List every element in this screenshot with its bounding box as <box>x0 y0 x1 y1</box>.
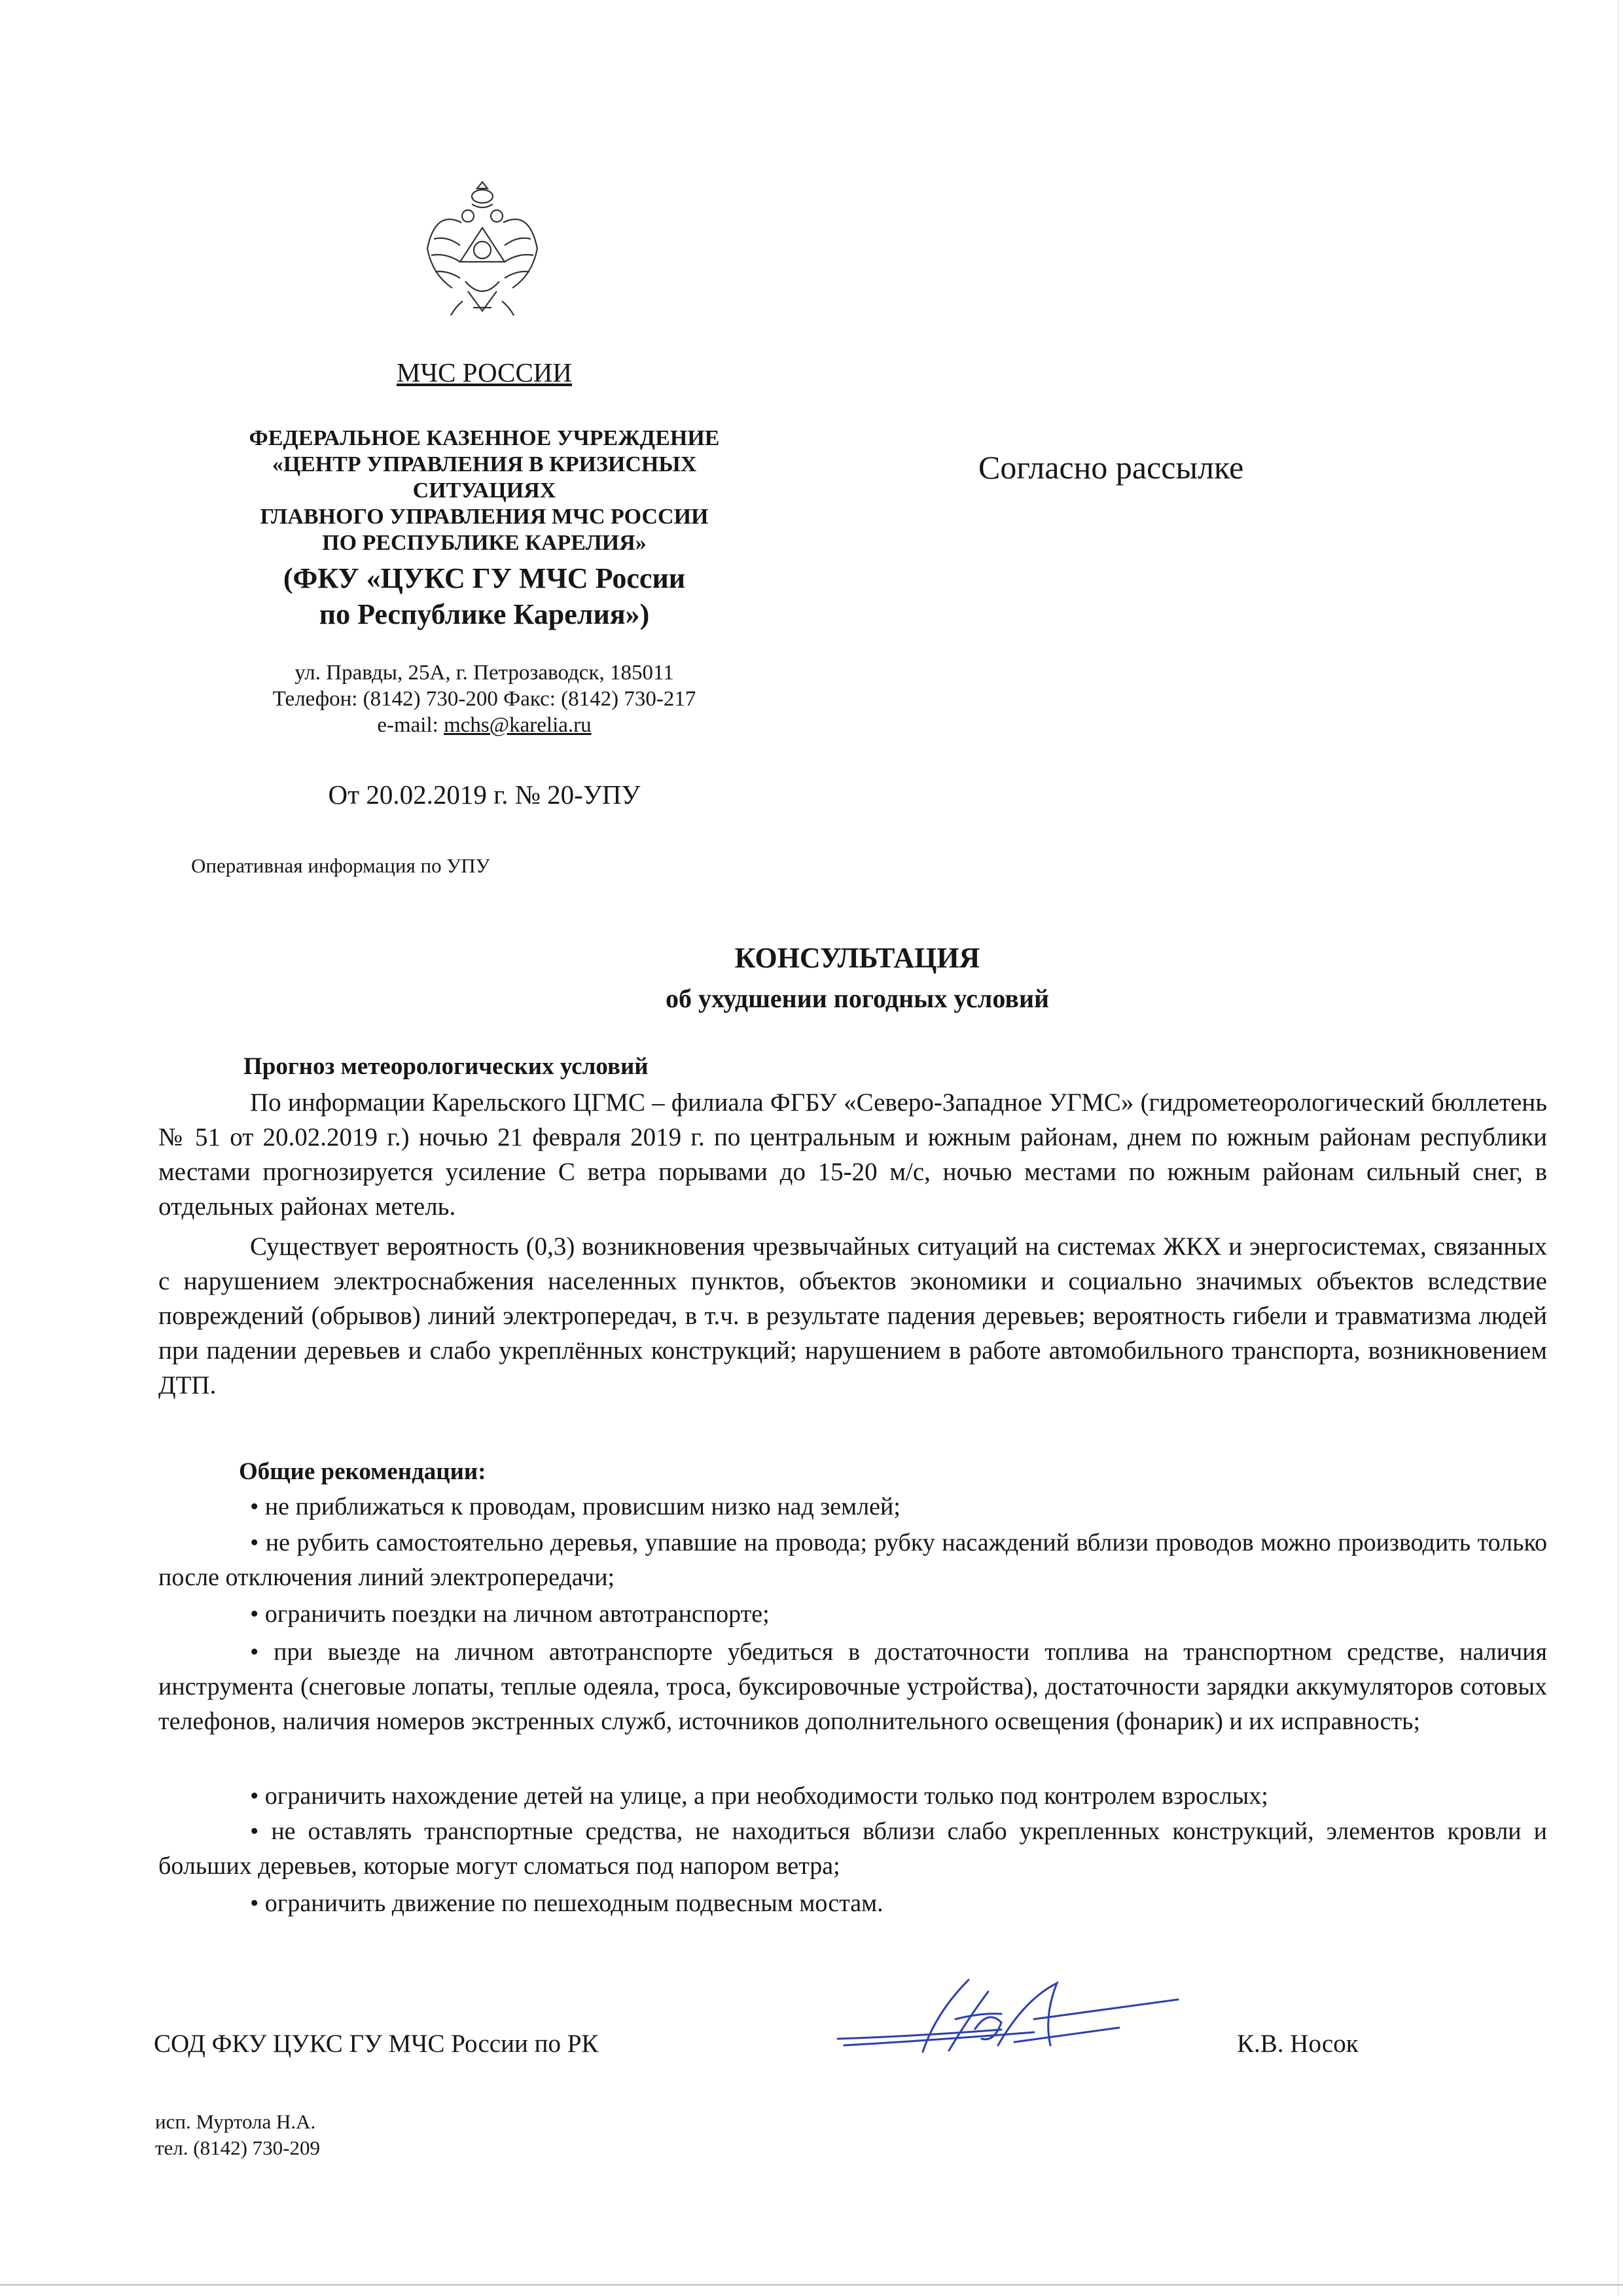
forecast-paragraph: По информации Карельского ЦГМС – филиала ФГБУ «Северо-Западное УГМС» (гидрометеорологический бюллетень № 51 от 20.02.2019 г.) ночью 21 февраля 2019 г. по центральным и южным районам, днем по южным районам республики местами прогнозируется усиление С ветра порывами до 15-20 м/с, ночью местами по южным районам сильный снег, в отдельных районах метель. <box>158 1088 1547 1221</box>
executor-info <box>155 2109 320 2161</box>
org-address: ул. Правды, 25А, г. Петрозаводск, 185011 <box>294 661 674 685</box>
executor-phone: тел. (8142) 730-209 <box>155 2136 320 2159</box>
signatory-name: К.В. Носок <box>1237 2030 1359 2058</box>
org-name-line: ФЕДЕРАЛЬНОЕ КАЗЕННОЕ УЧРЕЖДЕНИЕ <box>249 426 720 450</box>
document-title: КОНСУЛЬТАЦИЯ <box>734 942 980 974</box>
forecast-heading: Прогноз метеорологических условий <box>243 1053 649 1080</box>
recommendation-item: • не приближаться к проводам, провисшим низко над землей; <box>250 1493 901 1520</box>
recipient: Согласно рассылке <box>978 449 1244 486</box>
recommendations-heading: Общие рекомендации: <box>239 1458 486 1485</box>
recommendation-item: • при выезде на личном автотранспорте убедиться в достаточности топлива на транспортном средстве, наличия инструмента (снеговые лопаты, теплые одеяла, троса, буксировочные устройства), достаточности зарядки аккумуляторов сотовых телефонов, наличия номеров экстренных служб, источников дополнительного освещения (фонарик) и их исправность; <box>158 1638 1547 1735</box>
org-name-line: СИТУАЦИЯХ <box>412 478 556 503</box>
risk-paragraph: Существует вероятность (0,3) возникновения чрезвычайных ситуаций на системах ЖКХ и энергосистемах, связанных с нарушением электроснабжения населенных пунктов, объектов экономики и социально значимых объектов вследствие повреждений (обрывов) линий электропередач, в т.ч. в результате падения деревьев; вероятность гибели и травматизма людей при падении деревьев и слабо укреплённых конструкций; нарушением в работе автомобильного транспорта, возникновением ДТП. <box>158 1232 1547 1399</box>
org-email <box>196 713 772 738</box>
recommendation-item: • ограничить поездки на личном автотранспорте; <box>250 1600 770 1628</box>
org-short-name: (ФКУ «ЦУКС ГУ МЧС России <box>283 562 686 594</box>
recommendation-item: • не оставлять транспортные средства, не находиться вблизи слабо укрепленных конструкций, элементов кровли и больших деревьев, которые могут сломаться под напором ветра; <box>158 1818 1547 1880</box>
email-link[interactable]: mchs@karelia.ru <box>444 713 592 737</box>
org-phone-fax: Телефон: (8142) 730-200 Факс: (8142) 730-217 <box>272 687 696 711</box>
recommendation-item: • ограничить движение по пешеходным подвесным мостам. <box>250 1890 883 1917</box>
recommendation-item: • ограничить нахождение детей на улице, а при необходимости только под контролем взрослых; <box>250 1782 1268 1810</box>
document-subtitle: об ухудшении погодных условий <box>665 984 1050 1013</box>
agency-name: МЧС РОССИИ <box>396 357 573 387</box>
org-short-name: по Республике Карелия») <box>319 598 650 630</box>
email-label: e-mail: <box>377 713 444 737</box>
document-subject: Оперативная информация по УПУ <box>191 854 490 877</box>
handwritten-signature <box>825 1973 1191 2072</box>
document-reference: От 20.02.2019 г. № 20-УПУ <box>328 780 641 810</box>
emchs-emblem-icon <box>422 177 543 321</box>
scan-edge-bottom <box>0 2284 1623 2286</box>
org-name-line: ГЛАВНОГО УПРАВЛЕНИЯ МЧС РОССИИ <box>260 505 709 529</box>
org-name-line: «ЦЕНТР УПРАВЛЕНИЯ В КРИЗИСНЫХ <box>272 452 697 476</box>
recommendation-item: • не рубить самостоятельно деревья, упавшие на провода; рубку насаждений вблизи проводов можно производить только после отключения линий электропередачи; <box>158 1529 1547 1591</box>
org-name-line: ПО РЕСПУБЛИКЕ КАРЕЛИЯ» <box>322 531 647 555</box>
executor-name: исп. Муртола Н.А. <box>155 2110 316 2133</box>
signatory-role: СОД ФКУ ЦУКС ГУ МЧС России по РК <box>154 2030 599 2058</box>
